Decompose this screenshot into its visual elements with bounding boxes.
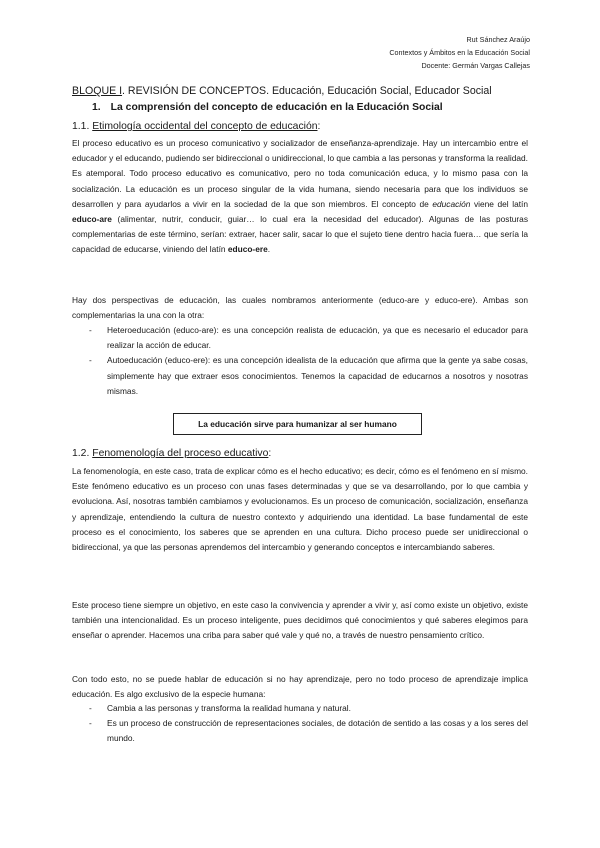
text-run: (alimentar, nutrir, conducir, guiar… lo cual era la necesidad del educador). Algunas de las posturas complementarias de este término, serían: extraer, hacer salir, sacar lo que el sujeto tiene dentro hacia fuera… que sería la capacidad de educarse, viniendo del latín [72, 214, 528, 255]
document-title [72, 85, 492, 97]
section-1-paragraph-1 [72, 136, 528, 258]
section-2-paragraph-1: La fenomenología, en este caso, trata de explicar cómo es el hecho educativo; es decir, cómo es el fenómeno en sí mismo. Este fenómeno educativo es un proceso con unas fases determinadas y que se va desarrollando, por lo que cambia y evoluciona. Así, nosotras también cambiamos y evolucionamos. Es un proceso de comunicación, socialización, enseñanza y aprendizaje, entendiendo la cultura de nuestro contexto y adquiriendo una identidad. La base fundamental de este proceso es el conocimiento, los saberes que se aprenden en una cultura. Dicho proceso puede ser unidireccional o bidireccional, ya que las personas aprendemos del intercambio y generando conceptos e intercambiando saberes. [72, 466, 528, 553]
section-2-paragraph-3: Con todo esto, no se puede hablar de educación si no hay aprendizaje, pero no todo proceso de aprendizaje implica educación. Es algo exclusivo de la especie humana: [72, 674, 528, 700]
list-item: - Heteroeducación (educo-are): es una concepción realista de educación, ya que es necesario el educador para realizar la acción de educar. [89, 325, 528, 351]
section-1-number: 1.1. [72, 121, 93, 132]
page-header [389, 33, 530, 72]
section-1-paragraph-2: Hay dos perspectivas de educación, las cuales nombramos anteriormente (educo-are y educo-ere). Ambas son complementarias la una con la otra: [72, 295, 528, 321]
section-2-title: Fenomenología del proceso educativo [92, 448, 269, 459]
list-item: - Autoeducación (educo-ere): es una concepción idealista de la educación que afirma que la gente ya sabe cosas, simplemente hay que extraer esos conocimientos. Tenemos la capacidad de educarnos a nosotros y nosotras mismas. [89, 355, 528, 396]
text-run: viene del latín [470, 198, 528, 209]
section-2-number: 1.2. [72, 448, 93, 459]
list-item-text: Heteroeducación (educo-are): es una concepción realista de educación, ya que es necesario el educador para realizar la acción de educar. [107, 325, 528, 351]
italic-term: educación [432, 198, 471, 209]
section-1-heading [72, 121, 320, 132]
title-bloque: BLOQUE I [72, 85, 123, 97]
list-item: - Es un proceso de construcción de representaciones sociales, de dotación de sentido a las cosas y a los seres del mundo. [89, 718, 528, 744]
list-item-text: Autoeducación (educo-ere): es una concepción idealista de la educación que afirma que la gente ya sabe cosas, simplemente hay que extraer esos conocimientos. Tenemos la capacidad de educarnos a nosotros y nosotras mismas. [107, 355, 528, 396]
list-item: - Cambia a las personas y transforma la realidad humana y natural. [89, 703, 351, 713]
chapter-heading [92, 102, 443, 113]
bold-term: educo-ere [227, 244, 268, 255]
section-2-list [72, 701, 528, 747]
list-item-text: Cambia a las personas y transforma la realidad humana y natural. [107, 703, 351, 713]
highlight-box: La educación sirve para humanizar al ser humano [173, 413, 422, 435]
header-author: Rut Sánchez Araújo [466, 35, 530, 44]
list-item-text: Es un proceso de construcción de representaciones sociales, de dotación de sentido a las cosas y a los seres del mundo. [107, 718, 528, 744]
text-run: El proceso educativo es un proceso comunicativo y socializador de enseñanza-aprendizaje. Hay un intercambio entre el educador y el educando, pudiendo ser bidireccional o unidireccional, lo que cambia a las personas y transforma la realidad. Es atemporal. Todo proceso educativo es comunicativo, pero no toda comunicación educa, y lo mismo pasa con la socialización. La educación es un proceso singular de la vida humana, siendo necesaria para que los individuos se desarrollen y para ayudarlos a vivir en la sociedad de la que son miembros. El concepto de [72, 138, 528, 209]
bold-term: educo-are [72, 214, 112, 225]
header-teacher: Docente: Germán Vargas Callejas [421, 61, 530, 70]
chapter-number: 1. [92, 102, 101, 113]
section-2-paragraph-2: Este proceso tiene siempre un objetivo, en este caso la convivencia y aprender a vivir y, así como existe un objetivo, existe también una intencionalidad. Es un proceso inteligente, pues decidimos qué conocimientos y qué saberes elegimos para enseñar o aprender. Hacemos una criba para saber qué vale y qué no, a través de nuestro pensamiento crítico. [72, 600, 528, 641]
section-1-list [72, 323, 528, 399]
chapter-title: La comprensión del concepto de educación en la Educación Social [110, 102, 443, 113]
header-course: Contextos y Ámbitos en la Educación Social [389, 48, 530, 57]
section-1-colon: : [317, 121, 321, 132]
text-run: . [267, 244, 271, 255]
section-2-colon: : [268, 448, 272, 459]
title-rest: . REVISIÓN DE CONCEPTOS. Educación, Educación Social, Educador Social [122, 85, 492, 97]
section-1-title: Etimología occidental del concepto de educación [92, 121, 318, 132]
section-2-heading [72, 448, 271, 459]
